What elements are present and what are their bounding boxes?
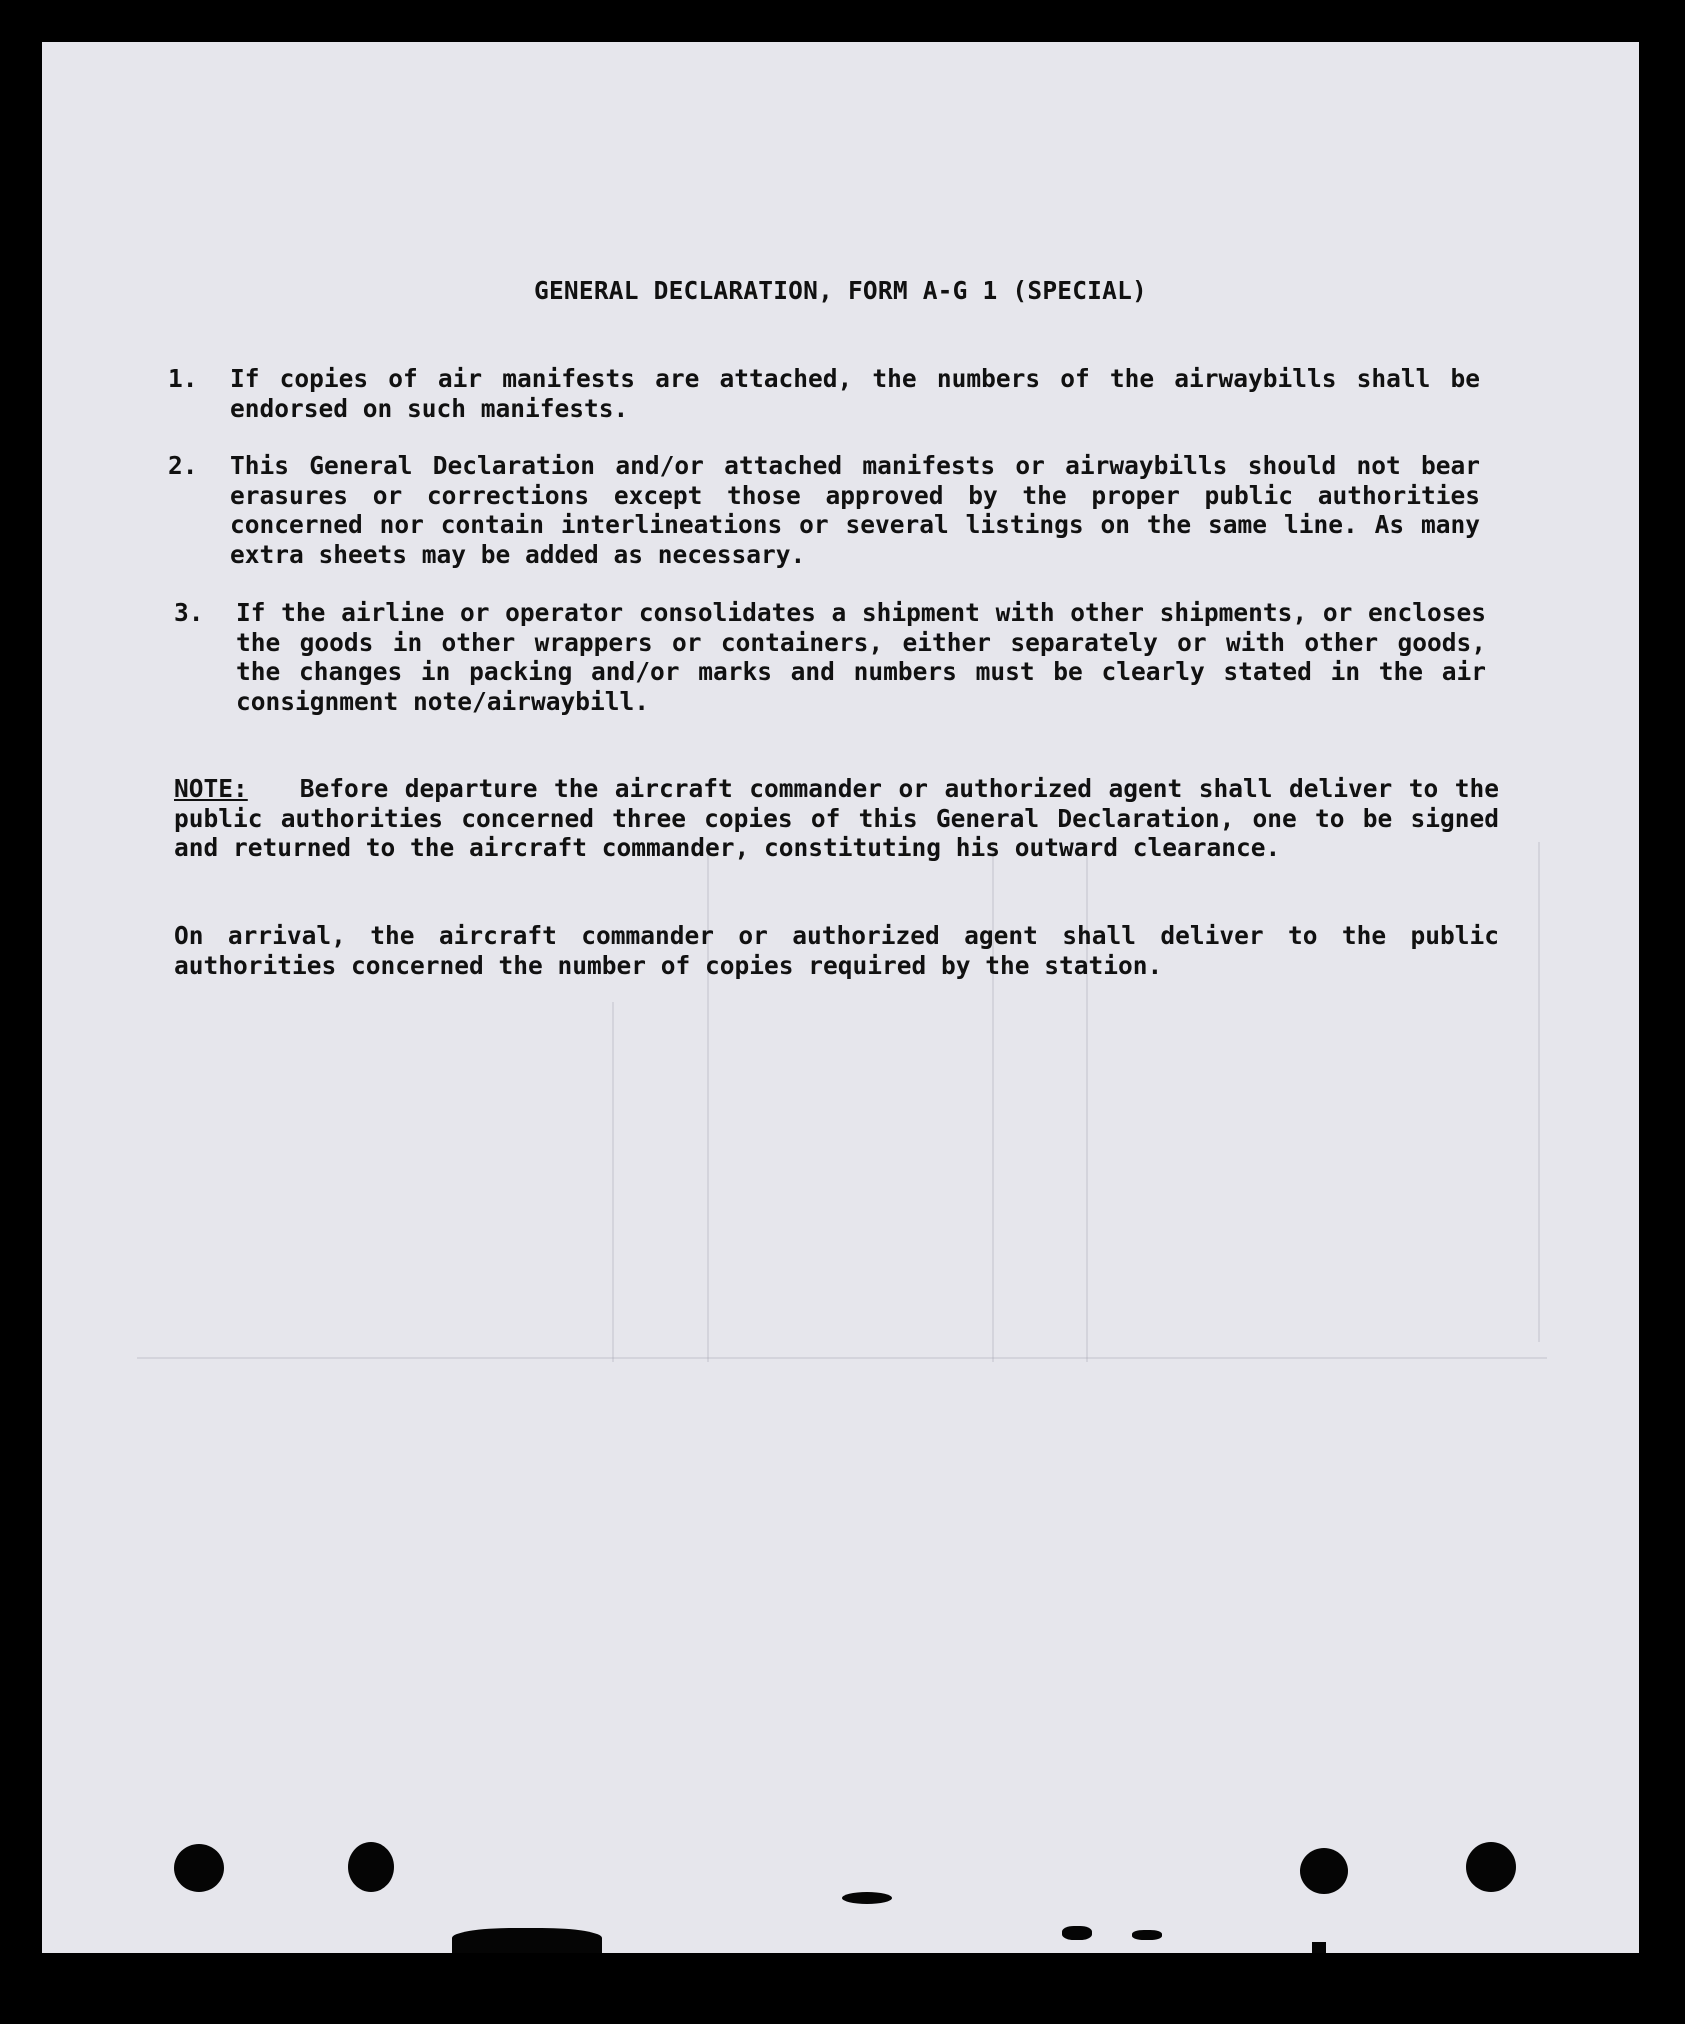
note-label: NOTE: [174, 774, 248, 803]
page-title: GENERAL DECLARATION, FORM A-G 1 (SPECIAL) [534, 276, 1147, 305]
punch-hole [1300, 1848, 1348, 1894]
note-text: Before departure the aircraft commander or authorized agent shall deliver to the public authorities concerned three copies of this General Declaration, one to be signed and returned to the aircraft commander, constituting his outward clearance. [174, 774, 1499, 862]
item-number: 2. [168, 451, 198, 480]
punch-hole [348, 1842, 394, 1892]
item-text: If copies of air manifests are attached, the numbers of the airwaybills shall be endorsed on such manifests. [230, 364, 1480, 423]
ink-blot [1132, 1930, 1162, 1940]
punch-hole [1466, 1842, 1516, 1892]
ink-blot [452, 1928, 602, 1953]
item-text: This General Declaration and/or attached manifests or airwaybills should not bear erasures or corrections except those approved by the proper public authorities concerned nor contain interlineations or several listings on the same line. As many extra sheets may be added as necessary. [230, 451, 1480, 569]
document-page [42, 42, 1639, 1953]
ink-blot [1062, 1926, 1092, 1940]
item-number: 1. [168, 364, 198, 393]
item-text: If the airline or operator consolidates a shipment with other shipments, or encloses the goods in other wrappers or containers, either separately or with other goods, the changes in packing and/or marks and numbers must be clearly stated in the air consignment note/airwaybill. [236, 598, 1486, 716]
declaration-instructions [42, 42, 1639, 1953]
ink-blot [842, 1892, 892, 1904]
punch-hole [174, 1844, 224, 1892]
arrival-paragraph: On arrival, the aircraft commander or authorized agent shall deliver to the public authorities concerned the number of copies required by the station. [174, 921, 1499, 980]
note-paragraph [174, 774, 1499, 863]
item-number: 3. [174, 598, 204, 627]
ink-blot [1312, 1942, 1326, 1953]
